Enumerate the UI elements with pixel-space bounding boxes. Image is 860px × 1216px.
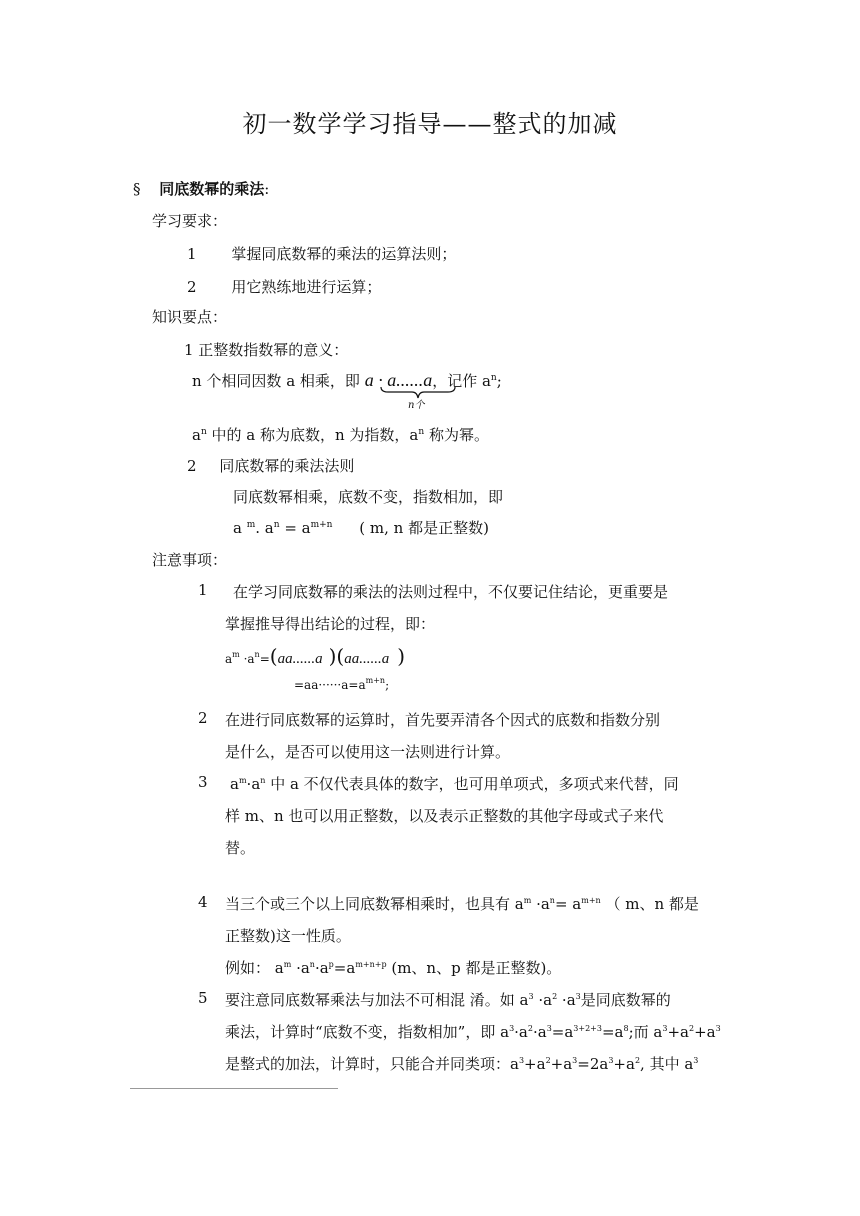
text-span: . a xyxy=(255,519,274,537)
text-span: ·a xyxy=(291,959,310,977)
superscript: 3+2+3 xyxy=(573,1024,602,1033)
superscript: p xyxy=(328,960,334,969)
superscript: 2 xyxy=(527,1024,533,1033)
text-span: ·a xyxy=(532,1023,547,1041)
superscript: 2 xyxy=(634,1056,641,1065)
superscript: n xyxy=(200,427,207,437)
requirements-label: 学习要求： xyxy=(152,212,228,230)
text-span: ; xyxy=(496,372,502,390)
point-num: 2 xyxy=(187,457,197,475)
note-4-line-2: 正整数)这一性质。 xyxy=(225,927,351,945)
note-4-num: 4 xyxy=(198,893,208,911)
text-span: 乘法，计算时“底数不变，指数相加”，即 a xyxy=(225,1023,510,1041)
superscript: 3 xyxy=(528,992,534,1001)
text-span: =aa······a=a xyxy=(294,678,366,692)
right-paren: ) xyxy=(328,644,337,668)
point-title: 同底数幂的乘法法则 xyxy=(219,457,355,475)
text-span: ·a xyxy=(533,991,553,1009)
note-3-num: 3 xyxy=(198,773,208,791)
knowledge-point-2-title xyxy=(187,455,354,476)
requirement-text: 掌握同底数幂的乘法的运算法则； xyxy=(231,245,457,263)
formula-note: ( m, n 都是正整数) xyxy=(359,519,489,537)
superscript: m+n+p xyxy=(355,960,387,969)
text-span: a xyxy=(230,775,239,793)
text-span: +a xyxy=(613,1055,635,1073)
section-symbol: § xyxy=(133,180,141,198)
note-2-line-2: 是什么，是否可以使用这一法则进行计算。 xyxy=(225,743,511,761)
text-span: +a xyxy=(667,1023,689,1041)
superscript: n xyxy=(309,960,315,969)
superscript: 3 xyxy=(608,1056,614,1065)
superscript: n xyxy=(490,373,497,383)
requirement-num: 2 xyxy=(187,278,197,296)
left-paren: ( xyxy=(269,644,278,668)
text-span: =a xyxy=(333,959,356,977)
note-5-line-2 xyxy=(225,1021,721,1042)
section-heading-text: 同底数幂的乘法 xyxy=(159,180,265,198)
note-1-line-2: 掌握推导得出结论的过程，即： xyxy=(225,615,436,633)
right-paren: ) xyxy=(397,644,406,668)
superscript: m xyxy=(232,650,240,659)
text-span: , 其中 a xyxy=(640,1055,694,1073)
superscript: m xyxy=(246,520,256,530)
superscript: n xyxy=(549,896,555,905)
product-formula: a · a......a xyxy=(364,370,433,390)
text-span: 要注意同底数幂乘法与加法不可相混 淆。如 a xyxy=(225,991,529,1009)
factor-group-2: aa......a xyxy=(344,651,390,667)
superscript: m+n xyxy=(365,676,386,685)
note-1-line-1: 在学习同底数幂的乘法的法则过程中，不仅要记住结论，更重要是 xyxy=(233,583,669,601)
text-span: +a xyxy=(524,1055,546,1073)
superscript: m+n xyxy=(581,896,601,905)
requirement-item-1 xyxy=(187,243,456,264)
section-heading xyxy=(133,178,269,199)
text-span: （ m、n 都是 xyxy=(600,895,699,913)
text-span: ·a xyxy=(557,991,576,1009)
superscript: 3 xyxy=(662,1024,668,1033)
superscript: 2 xyxy=(552,992,558,1001)
superscript: 3 xyxy=(546,1024,552,1033)
superscript: m+n xyxy=(310,520,333,530)
text-span: ; xyxy=(385,678,390,692)
factor-group-1: aa......a xyxy=(277,651,323,667)
note-4-line-1 xyxy=(225,893,699,914)
superscript: n xyxy=(260,776,266,785)
superscript: 2 xyxy=(545,1056,551,1065)
text-span: ，记作 a xyxy=(432,372,491,390)
note-2-line-1: 在进行同底数幂的运算时，首先要弄清各个因式的底数和指数分别 xyxy=(225,711,661,729)
text-span: ·a xyxy=(246,775,261,793)
text-span: 例如： a xyxy=(225,959,284,977)
text-span: 是整式的加法，计算时，只能合并同类项：a xyxy=(225,1055,519,1073)
text-span: =2a xyxy=(577,1055,609,1073)
superscript: 8 xyxy=(623,1024,629,1033)
superscript: m xyxy=(283,960,292,969)
note-1-derivation-1 xyxy=(225,644,405,668)
text-span: 称为幂。 xyxy=(424,426,489,444)
note-1-derivation-2 xyxy=(294,678,389,692)
text-span: (m、n、p 都是正整数)。 xyxy=(386,959,562,977)
superscript: 2 xyxy=(688,1024,695,1033)
requirement-text: 用它熟练地进行运算； xyxy=(231,278,382,296)
note-4-example xyxy=(225,957,561,978)
text-span: ·a xyxy=(514,1023,528,1041)
superscript: 3 xyxy=(572,1056,578,1065)
superscript: 3 xyxy=(509,1024,515,1033)
requirement-num: 1 xyxy=(187,245,197,263)
text-span: = xyxy=(259,652,270,666)
section-heading-colon: : xyxy=(264,180,270,198)
superscript: 3 xyxy=(715,1024,721,1033)
text-span: ·a xyxy=(314,959,329,977)
knowledge-label: 知识要点： xyxy=(152,308,228,326)
text-span: ·a xyxy=(531,895,550,913)
note-5-line-3 xyxy=(225,1053,698,1074)
text-span: +a xyxy=(550,1055,573,1073)
page-title: 初一数学学习指导——整式的加减 xyxy=(242,110,618,138)
superscript: m xyxy=(523,896,532,905)
text-span: 中 a 不仅代表具体的数字，也可用单项式，多项式来代替，同 xyxy=(265,775,679,793)
note-3-line-1 xyxy=(230,773,679,794)
superscript: 3 xyxy=(693,1056,699,1065)
superscript: 3 xyxy=(575,992,581,1001)
knowledge-point-1-line-2 xyxy=(192,424,489,445)
text-span: =a xyxy=(551,1023,574,1041)
note-5-line-1 xyxy=(225,989,671,1010)
text-span: 是同底数幂的 xyxy=(580,991,671,1009)
multiplication-rule-formula xyxy=(233,517,489,538)
text-span: a xyxy=(233,519,247,537)
footnote-separator xyxy=(130,1088,338,1089)
requirement-item-2 xyxy=(187,276,381,297)
text-span: = a xyxy=(554,895,582,913)
text-span: n 个相同因数 a 相乘，即 xyxy=(192,372,360,390)
left-paren: ( xyxy=(336,644,345,668)
note-3-line-3: 替。 xyxy=(225,839,256,857)
note-2-num: 2 xyxy=(198,709,208,727)
note-1-num: 1 xyxy=(198,581,208,599)
superscript: n xyxy=(254,650,260,659)
text-span: ;而 a xyxy=(628,1023,663,1041)
knowledge-point-1-title: 1 正整数指数幂的意义： xyxy=(184,341,349,359)
note-5-num: 5 xyxy=(198,989,208,1007)
note-3-line-2: 样 m、n 也可以用正整数，以及表示正整数的其他字母或式子来代 xyxy=(225,807,664,825)
superscript: 3 xyxy=(518,1056,525,1065)
text-span: 当三个或三个以上同底数幂相乘时，也具有 a xyxy=(225,895,524,913)
superscript: n xyxy=(418,427,425,437)
superscript: n xyxy=(273,520,280,530)
text-span: 中的 a 称为底数，n 为指数，a xyxy=(206,426,419,444)
text-span: a xyxy=(192,426,201,444)
notes-label: 注意事项： xyxy=(152,551,228,569)
knowledge-point-2-line-1: 同底数幂相乘，底数不变，指数相加，即 xyxy=(233,488,504,506)
text-span: = a xyxy=(279,519,311,537)
text-span: =a xyxy=(601,1023,624,1041)
underbrace-label: n个 xyxy=(408,400,425,411)
text-span: a xyxy=(225,652,233,666)
text-span: +a xyxy=(694,1023,716,1041)
superscript: m xyxy=(238,776,247,785)
text-span: ·a xyxy=(239,652,255,666)
